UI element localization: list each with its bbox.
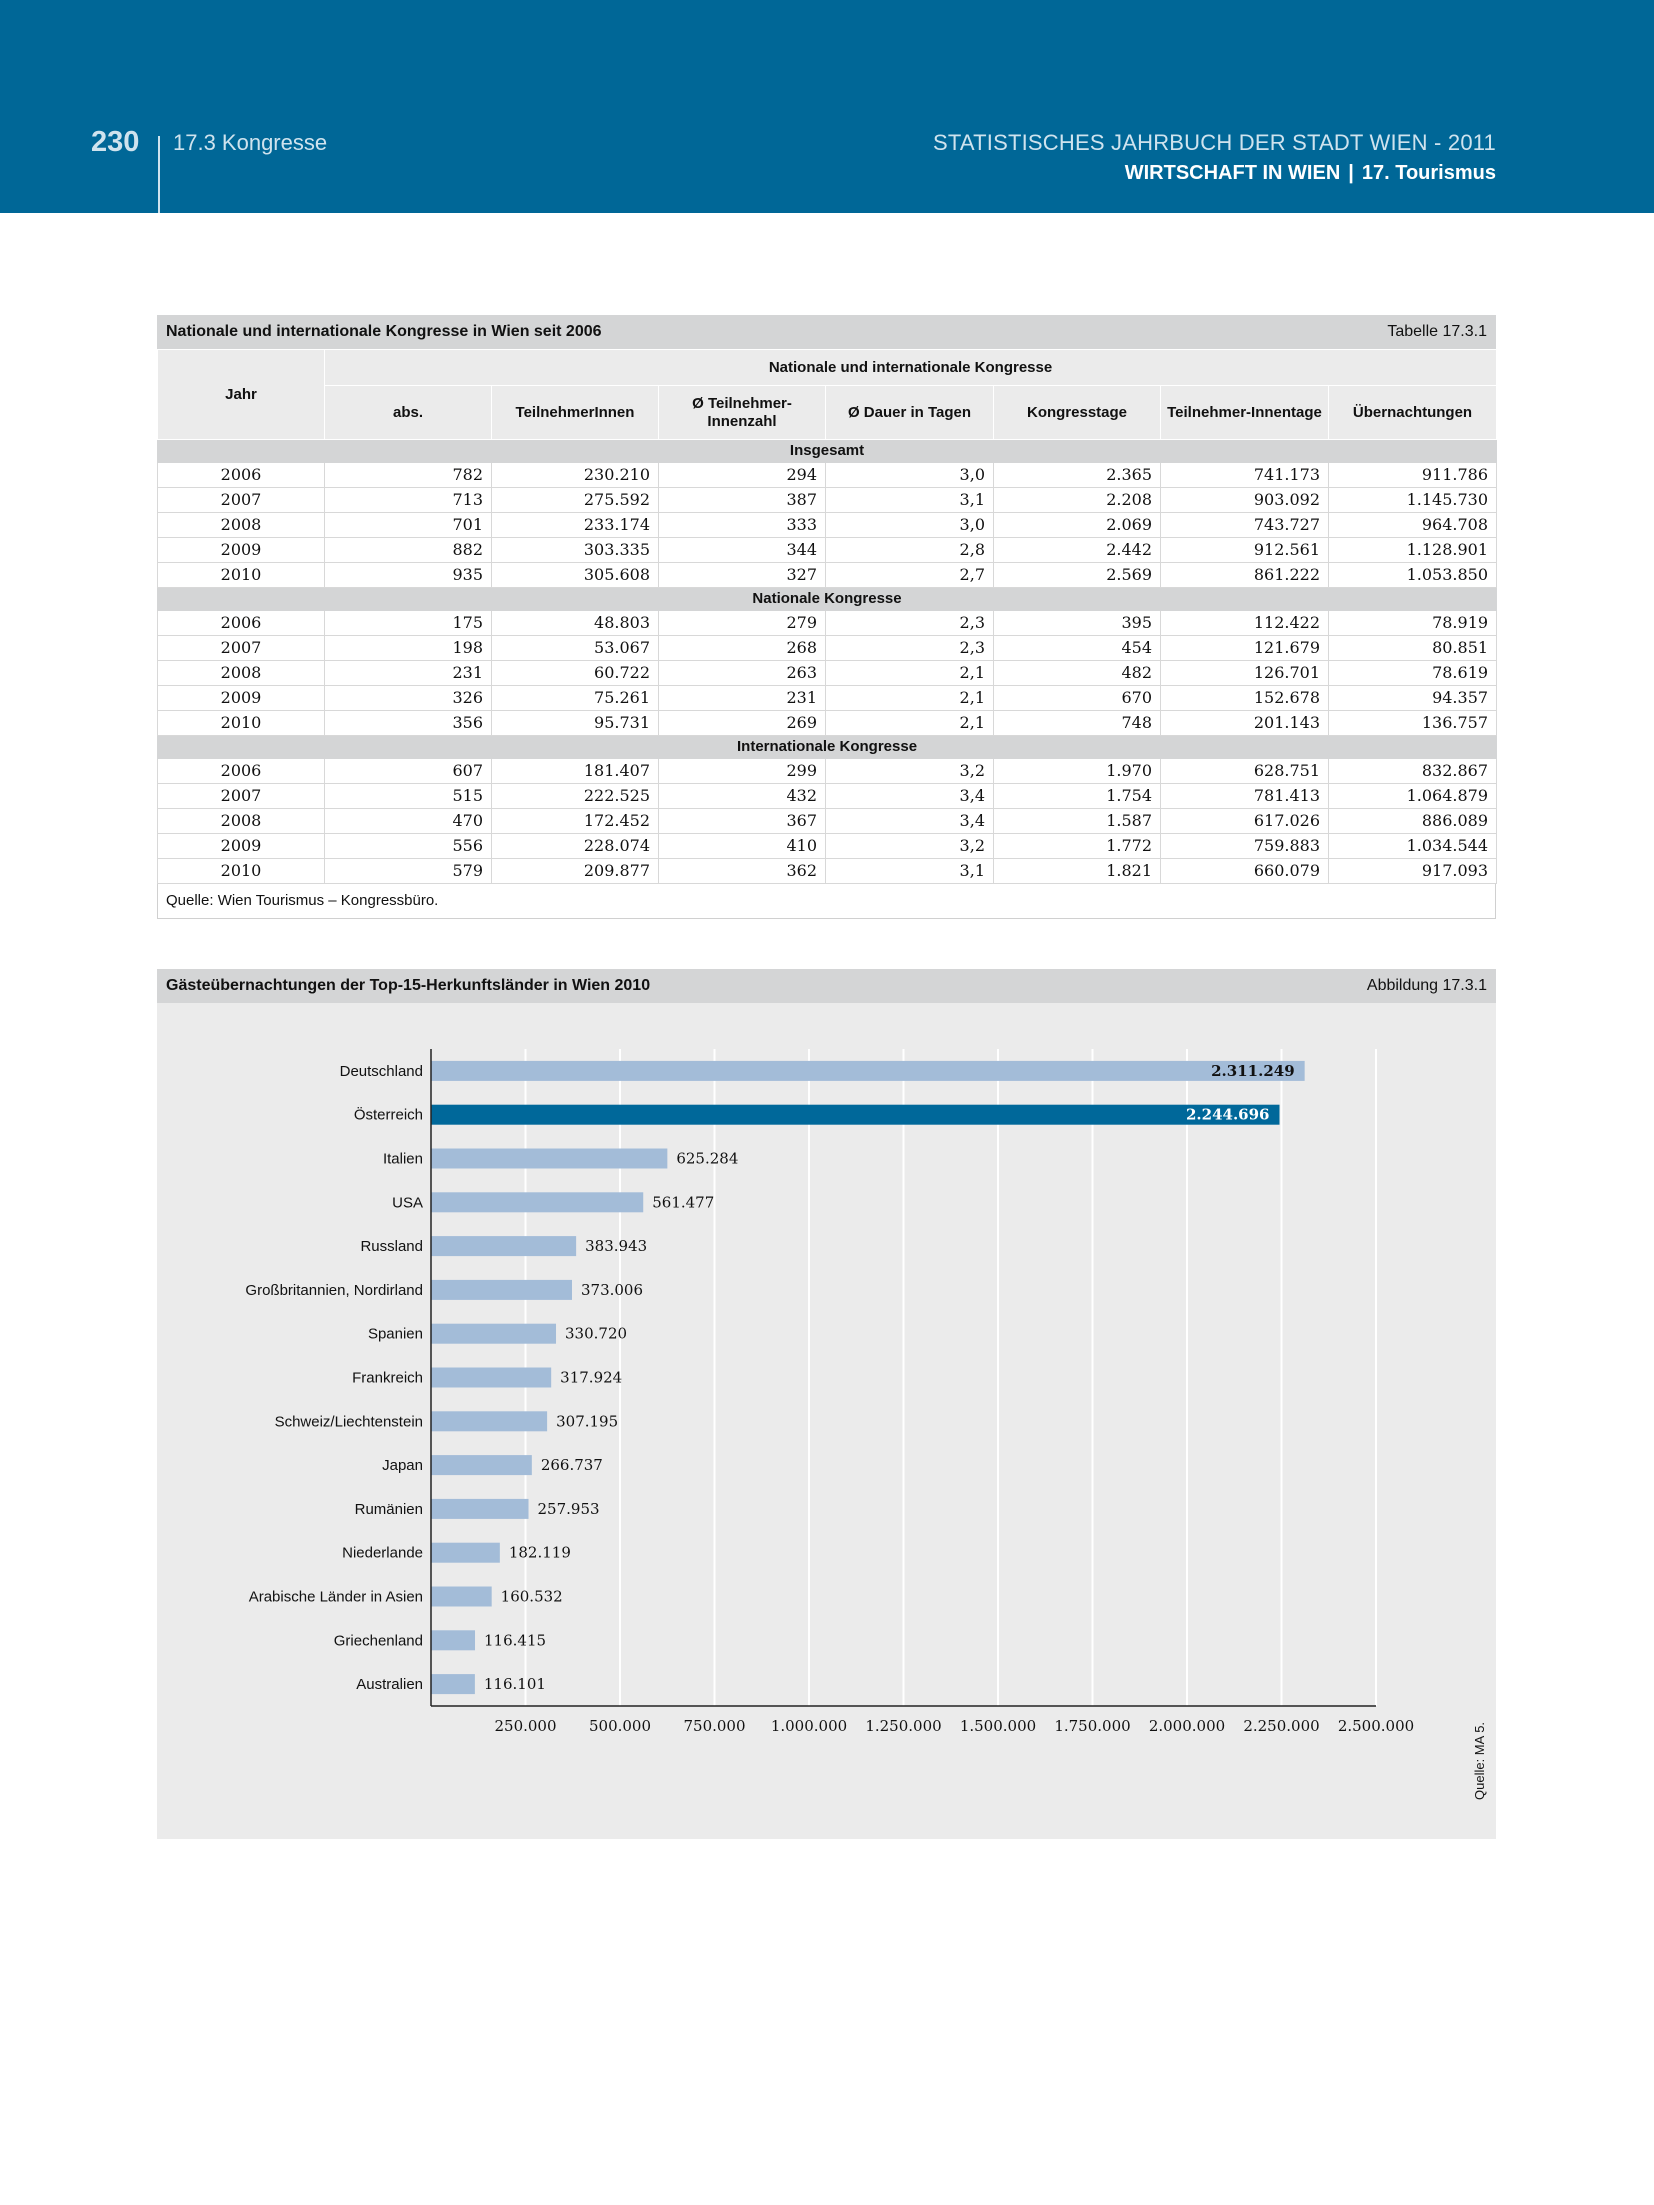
value-cell: 3,4 [826, 809, 994, 834]
value-cell: 2,1 [826, 711, 994, 736]
value-cell: 3,2 [826, 834, 994, 859]
chapter-separator: | [1348, 162, 1354, 184]
table-row [158, 711, 1497, 736]
value-cell: 231 [659, 686, 826, 711]
value-label: 625.284 [676, 1149, 739, 1168]
table-row [158, 759, 1497, 784]
value-cell: 482 [994, 661, 1161, 686]
x-tick-label: 1.000.000 [770, 1717, 848, 1735]
chapter-subtitle: 17. Tourismus [1361, 162, 1496, 184]
bar-12 [431, 1587, 492, 1607]
value-cell: 886.089 [1329, 809, 1497, 834]
x-tick-label: 500.000 [588, 1717, 652, 1735]
value-cell: 470 [325, 809, 492, 834]
col-group-header: Nationale und internationale Kongresse [325, 350, 1497, 386]
value-cell: 2,1 [826, 661, 994, 686]
col-header-0: abs. [325, 386, 492, 440]
value-cell: 607 [325, 759, 492, 784]
year-cell: 2006 [158, 611, 325, 636]
value-cell: 3,4 [826, 784, 994, 809]
value-cell: 759.883 [1161, 834, 1329, 859]
value-cell: 556 [325, 834, 492, 859]
category-label: Spanien [367, 1325, 423, 1343]
value-cell: 2.569 [994, 563, 1161, 588]
value-cell: 454 [994, 636, 1161, 661]
value-cell: 121.679 [1161, 636, 1329, 661]
value-cell: 2,7 [826, 563, 994, 588]
value-cell: 48.803 [492, 611, 659, 636]
value-cell: 201.143 [1161, 711, 1329, 736]
category-label: Australien [356, 1676, 423, 1694]
value-cell: 617.026 [1161, 809, 1329, 834]
value-cell: 861.222 [1161, 563, 1329, 588]
x-tick-label: 2.000.000 [1148, 1717, 1226, 1735]
year-cell: 2009 [158, 686, 325, 711]
bar-10 [431, 1499, 529, 1519]
category-label: Italien [382, 1150, 423, 1168]
col-header-5: Teilnehmer-Innentage [1161, 386, 1329, 440]
value-cell: 2,8 [826, 538, 994, 563]
value-label: 116.101 [483, 1675, 546, 1694]
category-label: Schweiz/Liechtenstein [274, 1413, 423, 1431]
value-label: 116.415 [484, 1631, 547, 1650]
value-cell: 912.561 [1161, 538, 1329, 563]
x-tick-label: 2.250.000 [1243, 1717, 1320, 1735]
table-row [158, 513, 1497, 538]
value-cell: 327 [659, 563, 826, 588]
x-tick-label: 750.000 [683, 1717, 746, 1735]
value-cell: 78.919 [1329, 611, 1497, 636]
section-header-row [158, 736, 1497, 759]
yearbook-title: STATISTISCHES JAHRBUCH DER STADT WIEN - 2011 [933, 130, 1496, 155]
value-cell: 782 [325, 463, 492, 488]
value-cell: 2.442 [994, 538, 1161, 563]
value-cell: 126.701 [1161, 661, 1329, 686]
col-header-jahr: Jahr [158, 350, 325, 440]
chapter-name: WIRTSCHAFT IN WIEN [1124, 162, 1341, 184]
value-cell: 2,1 [826, 686, 994, 711]
bar-1 [431, 1105, 1279, 1125]
value-cell: 344 [659, 538, 826, 563]
x-tick-label: 1.250.000 [865, 1717, 942, 1735]
bar-14 [431, 1674, 475, 1694]
category-label: Rumänien [354, 1500, 423, 1518]
value-cell: 3,1 [826, 859, 994, 884]
value-label: 330.720 [565, 1324, 628, 1343]
value-cell: 701 [325, 513, 492, 538]
value-cell: 305.608 [492, 563, 659, 588]
value-cell: 660.079 [1161, 859, 1329, 884]
value-cell: 741.173 [1161, 463, 1329, 488]
value-cell: 2.069 [994, 513, 1161, 538]
value-cell: 136.757 [1329, 711, 1497, 736]
value-label: 383.943 [585, 1237, 648, 1256]
table-row [158, 636, 1497, 661]
value-cell: 275.592 [492, 488, 659, 513]
table-title: Nationale und internationale Kongresse in Wien seit 2006 [166, 323, 602, 340]
value-cell: 326 [325, 686, 492, 711]
value-cell: 964.708 [1329, 513, 1497, 538]
value-label: 561.477 [652, 1193, 715, 1212]
bar-5 [431, 1280, 572, 1300]
table-row [158, 809, 1497, 834]
value-cell: 95.731 [492, 711, 659, 736]
category-label: Österreich [353, 1106, 423, 1124]
category-label: Griechenland [333, 1632, 423, 1650]
section-title: Internationale Kongresse [158, 736, 1497, 759]
value-cell: 263 [659, 661, 826, 686]
category-label: Großbritannien, Nordirland [245, 1281, 423, 1299]
table-row [158, 661, 1497, 686]
chart-caption-bar [157, 969, 1496, 1003]
value-cell: 743.727 [1161, 513, 1329, 538]
category-label: Russland [360, 1238, 423, 1256]
value-cell: 294 [659, 463, 826, 488]
bar-4 [431, 1236, 576, 1256]
value-cell: 3,2 [826, 759, 994, 784]
bar-2 [431, 1149, 667, 1169]
value-label: 317.924 [560, 1368, 623, 1387]
value-cell: 303.335 [492, 538, 659, 563]
bar-3 [431, 1192, 643, 1212]
value-cell: 3,0 [826, 513, 994, 538]
value-cell: 53.067 [492, 636, 659, 661]
table-row [158, 563, 1497, 588]
value-cell: 362 [659, 859, 826, 884]
value-cell: 579 [325, 859, 492, 884]
section-header-row [158, 440, 1497, 463]
year-cell: 2010 [158, 563, 325, 588]
table-row [158, 463, 1497, 488]
value-cell: 628.751 [1161, 759, 1329, 784]
table-row [158, 834, 1497, 859]
value-cell: 515 [325, 784, 492, 809]
year-cell: 2008 [158, 809, 325, 834]
category-label: Deutschland [339, 1062, 423, 1080]
value-cell: 670 [994, 686, 1161, 711]
category-label: Frankreich [352, 1369, 423, 1387]
value-cell: 356 [325, 711, 492, 736]
category-label: USA [392, 1194, 423, 1212]
value-cell: 2.208 [994, 488, 1161, 513]
year-cell: 2009 [158, 538, 325, 563]
value-cell: 175 [325, 611, 492, 636]
value-cell: 268 [659, 636, 826, 661]
value-cell: 1.587 [994, 809, 1161, 834]
bar-7 [431, 1368, 551, 1388]
page-number: 230 [91, 126, 140, 158]
value-cell: 1.053.850 [1329, 563, 1497, 588]
table-row [158, 538, 1497, 563]
category-label: Arabische Länder in Asien [248, 1588, 423, 1606]
chapter-line [1125, 162, 1496, 185]
table-row [158, 611, 1497, 636]
value-label: 2.244.696 [1185, 1105, 1270, 1124]
value-cell: 2.365 [994, 463, 1161, 488]
chart-label: Abbildung 17.3.1 [1366, 977, 1487, 994]
section-title: Nationale Kongresse [158, 588, 1497, 611]
col-header-3: Ø Dauer in Tagen [826, 386, 994, 440]
value-cell: 911.786 [1329, 463, 1497, 488]
category-label: Niederlande [342, 1544, 423, 1562]
year-cell: 2007 [158, 636, 325, 661]
value-cell: 112.422 [1161, 611, 1329, 636]
value-cell: 181.407 [492, 759, 659, 784]
value-cell: 152.678 [1161, 686, 1329, 711]
table-row [158, 859, 1497, 884]
table-label: Tabelle 17.3.1 [1387, 323, 1487, 340]
value-cell: 1.821 [994, 859, 1161, 884]
x-tick-label: 2.500.000 [1337, 1717, 1415, 1735]
table-row [158, 686, 1497, 711]
congress-table [157, 349, 1497, 884]
value-cell: 233.174 [492, 513, 659, 538]
x-tick-label: 250.000 [494, 1717, 557, 1735]
year-cell: 2010 [158, 711, 325, 736]
page-header [0, 0, 1654, 213]
section-header-row [158, 588, 1497, 611]
col-header-2: Ø Teilnehmer-Innenzahl [659, 386, 826, 440]
value-cell: 279 [659, 611, 826, 636]
bar-chart [157, 1005, 1496, 1839]
value-cell: 935 [325, 563, 492, 588]
value-cell: 387 [659, 488, 826, 513]
value-label: 257.953 [537, 1499, 600, 1518]
section-title: 17.3 Kongresse [173, 130, 328, 155]
col-header-6: Übernachtungen [1329, 386, 1497, 440]
value-label: 182.119 [508, 1543, 571, 1562]
section-title: Insgesamt [158, 440, 1497, 463]
value-cell: 410 [659, 834, 826, 859]
table-row [158, 488, 1497, 513]
value-cell: 917.093 [1329, 859, 1497, 884]
value-cell: 94.357 [1329, 686, 1497, 711]
bar-8 [431, 1411, 547, 1431]
year-cell: 2006 [158, 759, 325, 784]
value-cell: 198 [325, 636, 492, 661]
table-source-note: Quelle: Wien Tourismus – Kongressbüro. [157, 884, 1496, 919]
value-cell: 832.867 [1329, 759, 1497, 784]
table-caption-bar [157, 315, 1496, 349]
value-cell: 269 [659, 711, 826, 736]
year-cell: 2009 [158, 834, 325, 859]
year-cell: 2006 [158, 463, 325, 488]
chart-source-note: Quelle: MA 5. [1472, 1721, 1487, 1800]
year-cell: 2008 [158, 513, 325, 538]
value-label: 2.311.249 [1211, 1061, 1295, 1080]
value-cell: 1.064.879 [1329, 784, 1497, 809]
value-cell: 222.525 [492, 784, 659, 809]
value-label: 266.737 [540, 1456, 603, 1475]
value-label: 160.532 [500, 1587, 563, 1606]
value-cell: 3,1 [826, 488, 994, 513]
col-header-1: TeilnehmerInnen [492, 386, 659, 440]
value-cell: 2,3 [826, 611, 994, 636]
value-cell: 2,3 [826, 636, 994, 661]
value-cell: 333 [659, 513, 826, 538]
year-cell: 2007 [158, 488, 325, 513]
bar-11 [431, 1543, 500, 1563]
value-cell: 231 [325, 661, 492, 686]
value-cell: 209.877 [492, 859, 659, 884]
value-cell: 75.261 [492, 686, 659, 711]
value-cell: 1.128.901 [1329, 538, 1497, 563]
column-header-row [158, 386, 1497, 440]
value-cell: 1.970 [994, 759, 1161, 784]
value-cell: 230.210 [492, 463, 659, 488]
category-label: Japan [382, 1457, 423, 1475]
value-label: 307.195 [556, 1412, 619, 1431]
value-cell: 60.722 [492, 661, 659, 686]
value-cell: 172.452 [492, 809, 659, 834]
bar-6 [431, 1324, 556, 1344]
table-body [158, 440, 1497, 884]
chart-title: Gästeübernachtungen der Top-15-Herkunftsländer in Wien 2010 [166, 977, 651, 994]
bar-0 [431, 1061, 1305, 1081]
overnight-stays-chart-block [157, 969, 1496, 1839]
value-cell: 1.772 [994, 834, 1161, 859]
value-cell: 1.754 [994, 784, 1161, 809]
x-tick-label: 1.750.000 [1054, 1717, 1131, 1735]
bar-13 [431, 1630, 475, 1650]
value-cell: 781.413 [1161, 784, 1329, 809]
value-cell: 903.092 [1161, 488, 1329, 513]
table-row [158, 784, 1497, 809]
value-cell: 367 [659, 809, 826, 834]
congress-table-block [157, 315, 1496, 919]
value-cell: 299 [659, 759, 826, 784]
value-cell: 3,0 [826, 463, 994, 488]
year-cell: 2007 [158, 784, 325, 809]
value-cell: 78.619 [1329, 661, 1497, 686]
value-label: 373.006 [580, 1280, 644, 1299]
value-cell: 1.034.544 [1329, 834, 1497, 859]
col-header-4: Kongresstage [994, 386, 1161, 440]
value-cell: 1.145.730 [1329, 488, 1497, 513]
value-cell: 432 [659, 784, 826, 809]
header-divider [158, 136, 160, 213]
x-tick-label: 1.500.000 [959, 1717, 1037, 1735]
value-cell: 713 [325, 488, 492, 513]
value-cell: 395 [994, 611, 1161, 636]
year-cell: 2010 [158, 859, 325, 884]
bar-9 [431, 1455, 532, 1475]
value-cell: 228.074 [492, 834, 659, 859]
year-cell: 2008 [158, 661, 325, 686]
value-cell: 748 [994, 711, 1161, 736]
value-cell: 80.851 [1329, 636, 1497, 661]
value-cell: 882 [325, 538, 492, 563]
